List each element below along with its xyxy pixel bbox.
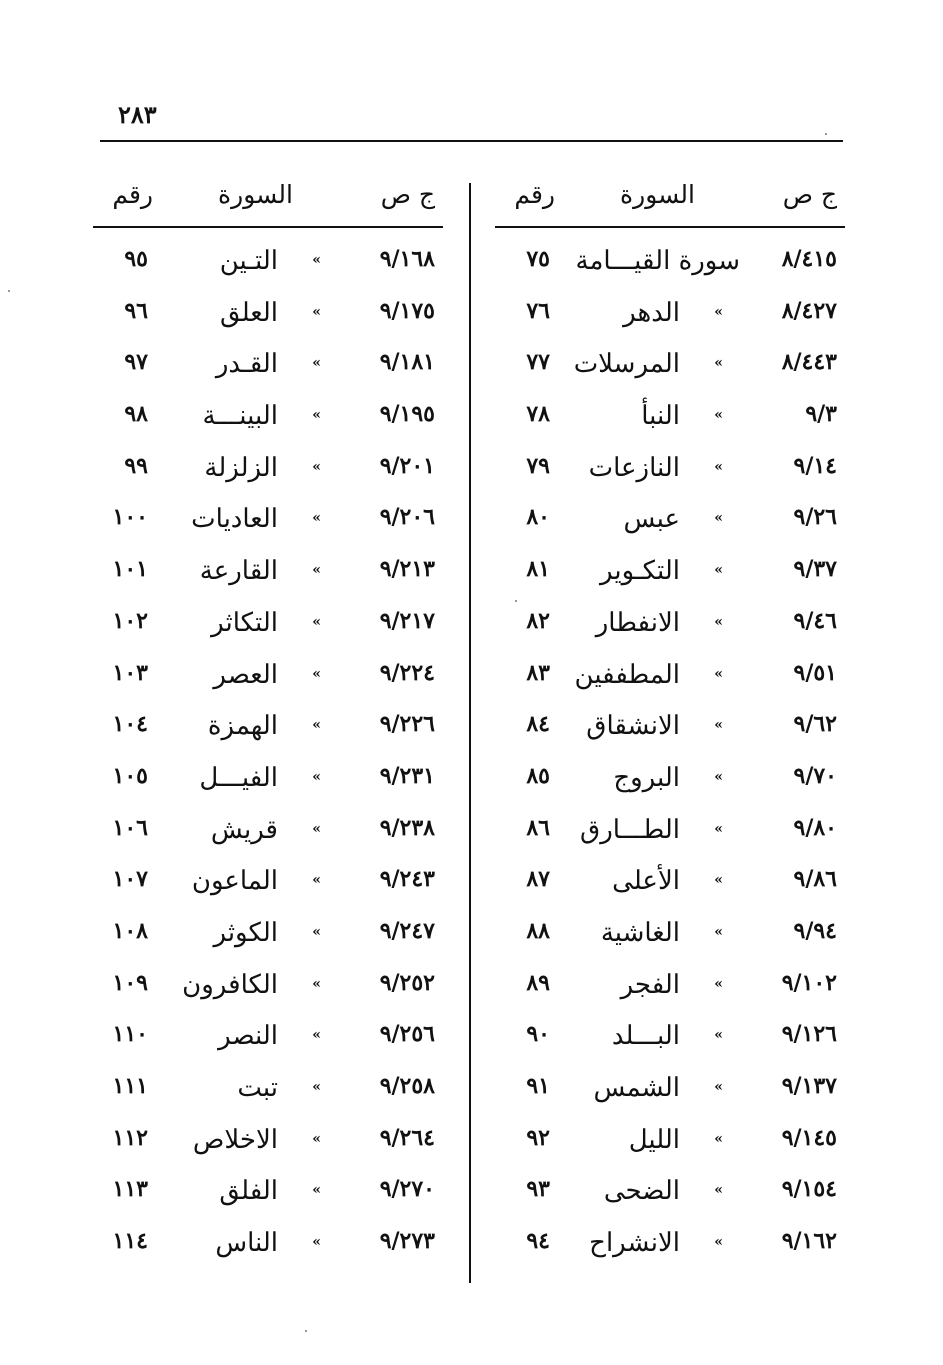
- sura-number: ٩١: [526, 1073, 550, 1099]
- page-ref: ٩/٢٥٦: [379, 1021, 435, 1048]
- ditto-mark: »: [312, 820, 321, 837]
- sura-number: ٨٥: [526, 762, 550, 789]
- ditto-mark: »: [714, 613, 723, 630]
- page-ref: ٩/١٣٧: [781, 1073, 837, 1099]
- page-ref: ٩/٢٣١: [379, 762, 435, 789]
- page-ref: ٩/٣٧: [793, 556, 837, 583]
- page-ref: ٩/٣: [805, 401, 837, 428]
- ditto-mark: »: [714, 1027, 723, 1044]
- sura-number: ٨٢: [526, 607, 550, 634]
- sura-number: ٨٤: [526, 711, 550, 738]
- sura-name: الدهر: [623, 297, 680, 328]
- sura-name: العصر: [213, 659, 278, 690]
- sura-name: العلق: [220, 297, 278, 328]
- table-row: [93, 393, 443, 445]
- scan-speck: [515, 600, 517, 602]
- sura-name: البـــلد: [611, 1021, 680, 1052]
- sura-name: الفلق: [219, 1176, 278, 1207]
- sura-name: الكوثر: [213, 917, 278, 948]
- ditto-mark: »: [714, 923, 723, 940]
- table-row: [495, 393, 845, 445]
- header-page: ج ص: [782, 180, 837, 209]
- sura-name: عبس: [623, 504, 680, 535]
- sura-number: ٧٩: [526, 452, 550, 479]
- table-row: [495, 600, 845, 652]
- table-row: [93, 1168, 443, 1220]
- ditto-mark: »: [312, 1234, 321, 1251]
- page-ref: ٩/٢٢٦: [379, 711, 435, 738]
- ditto-mark: »: [312, 975, 321, 992]
- sura-name: النصر: [218, 1021, 278, 1052]
- ditto-mark: »: [714, 820, 723, 837]
- sura-number: ١١٢: [112, 1124, 148, 1151]
- ditto-mark: »: [312, 768, 321, 785]
- sura-name: الفجر: [620, 969, 680, 1000]
- right-index-column: [495, 170, 845, 1272]
- ditto-mark: »: [312, 1182, 321, 1199]
- index-rows: [93, 238, 443, 1272]
- sura-name: القـدر: [215, 349, 278, 380]
- table-row: [495, 755, 845, 807]
- ditto-mark: »: [714, 768, 723, 785]
- sura-number: ٩٢: [526, 1124, 550, 1151]
- page-ref: ٩/٧٠: [793, 762, 837, 789]
- page-ref: ٩/٢٤٧: [379, 917, 435, 944]
- ditto-mark: »: [312, 1130, 321, 1147]
- sura-number: ٩٠: [526, 1021, 550, 1048]
- page-number: ٢٨٣: [118, 100, 157, 129]
- table-row: [93, 445, 443, 497]
- sura-name: التكـوير: [600, 556, 680, 587]
- table-row: [93, 238, 443, 290]
- sura-name: الطـــارق: [580, 814, 680, 845]
- table-row: [495, 858, 845, 910]
- table-row: [495, 910, 845, 962]
- page-ref: ٩/٢٥٨: [379, 1073, 435, 1099]
- scan-speck: [8, 290, 10, 292]
- ditto-mark: »: [312, 1027, 321, 1044]
- sura-number: ١٠٠: [112, 504, 148, 531]
- sura-name: النبأ: [641, 401, 680, 432]
- page-ref: ٩/٢٢٤: [379, 659, 435, 686]
- ditto-mark: »: [312, 458, 321, 475]
- table-row: [495, 290, 845, 342]
- ditto-mark: »: [312, 872, 321, 889]
- table-row: [93, 1013, 443, 1065]
- table-row: [495, 1117, 845, 1169]
- page-ref: ٩/١٧٥: [379, 297, 435, 324]
- sura-number: ٩٦: [124, 297, 148, 324]
- table-row: [495, 1013, 845, 1065]
- scan-speck: [825, 133, 827, 135]
- ditto-mark: »: [714, 1079, 723, 1095]
- sura-number: ٨٨: [526, 917, 550, 944]
- sura-number: ٧٧: [526, 349, 550, 376]
- sura-number: ٧٥: [526, 246, 550, 272]
- ditto-mark: »: [714, 407, 723, 424]
- sura-name: المرسلات: [573, 349, 680, 380]
- ditto-mark: »: [714, 872, 723, 889]
- sura-number: ٩٤: [526, 1228, 550, 1255]
- sura-number: ١١٣: [112, 1176, 148, 1203]
- sura-number: ١١٠: [112, 1021, 148, 1048]
- ditto-mark: »: [312, 407, 321, 424]
- sura-name: الانفطار: [595, 607, 680, 638]
- sura-number: ١٠١: [112, 556, 148, 583]
- table-row: [495, 962, 845, 1014]
- header-number: رقم: [514, 180, 555, 209]
- ditto-mark: »: [312, 562, 321, 579]
- sura-name: البروج: [613, 762, 680, 793]
- page-ref: ٩/٢٦: [793, 504, 837, 531]
- sura-number: ٩٩: [124, 452, 148, 479]
- page-ref: ٩/١٩٥: [379, 401, 435, 428]
- sura-number: ١٠٧: [112, 866, 148, 893]
- sura-number: ٨١: [526, 556, 550, 583]
- ditto-mark: »: [714, 562, 723, 579]
- sura-name: القارعة: [199, 556, 278, 587]
- sura-number: ٩٨: [124, 401, 148, 428]
- sura-number: ٨٠: [526, 504, 550, 531]
- table-row: [93, 755, 443, 807]
- table-row: [495, 548, 845, 600]
- page-ref: ٩/٢١٣: [379, 556, 435, 583]
- ditto-mark: »: [714, 1182, 723, 1199]
- page-ref: ٩/٩٤: [793, 917, 837, 944]
- ditto-mark: »: [312, 355, 321, 372]
- ditto-mark: »: [714, 665, 723, 682]
- ditto-mark: »: [714, 1234, 723, 1251]
- sura-name: المطففين: [574, 659, 680, 690]
- page-ref: ٩/١٥٤: [781, 1176, 837, 1203]
- page-ref: ٩/٢٠١: [379, 452, 435, 479]
- sura-name: الماعون: [191, 866, 278, 897]
- sura-name: الأعلى: [612, 866, 680, 897]
- ditto-mark: »: [312, 665, 321, 682]
- sura-number: ١١٤: [112, 1228, 148, 1255]
- table-row: [495, 445, 845, 497]
- sura-number: ٩٣: [526, 1176, 550, 1203]
- ditto-mark: »: [312, 303, 321, 320]
- sura-number: ٧٨: [526, 401, 550, 428]
- sura-name: الليل: [628, 1124, 680, 1155]
- page-ref: ٩/٢٤٣: [379, 866, 435, 893]
- ditto-mark: »: [714, 510, 723, 527]
- sura-number: ١١١: [112, 1073, 148, 1099]
- sura-number: ١٠٩: [112, 969, 148, 996]
- header-sura: السورة: [218, 180, 293, 209]
- sura-name: الهمزة: [207, 711, 278, 742]
- table-row: [93, 962, 443, 1014]
- sura-name: التـين: [219, 246, 278, 276]
- table-row: [93, 652, 443, 704]
- page-ref: ٩/٢٣٨: [379, 814, 435, 841]
- table-row: [93, 1220, 443, 1272]
- table-row: [495, 496, 845, 548]
- sura-number: ٨٣: [526, 659, 550, 686]
- ditto-mark: »: [714, 1130, 723, 1147]
- sura-number: ١٠٢: [112, 607, 148, 634]
- ditto-mark: »: [312, 717, 321, 734]
- table-row: [93, 496, 443, 548]
- page-ref: ٨/٤٤٣: [781, 349, 837, 376]
- page-ref: ٩/١٤٥: [781, 1124, 837, 1151]
- page-ref: ٩/٨٦: [793, 866, 837, 893]
- page-ref: ٩/٢٥٢: [379, 969, 435, 996]
- ditto-mark: »: [312, 1079, 321, 1095]
- table-row: [93, 290, 443, 342]
- sura-name: الفيـــل: [199, 762, 278, 793]
- column-divider: [469, 183, 471, 1283]
- table-row: [93, 341, 443, 393]
- sura-name: الانشراح: [589, 1228, 680, 1259]
- ditto-mark: »: [312, 252, 321, 268]
- page-ref: ٩/١٠٢: [781, 969, 837, 996]
- page-ref: ٩/٤٦: [793, 607, 837, 634]
- table-row: [93, 548, 443, 600]
- header-page: ج ص: [380, 180, 435, 209]
- sura-number: ٨٩: [526, 969, 550, 996]
- scan-speck: [305, 1330, 307, 1332]
- ditto-mark: »: [714, 717, 723, 734]
- sura-name: الكافرون: [182, 969, 278, 1000]
- page-ref: ٩/٢٧٣: [379, 1228, 435, 1255]
- table-row: [495, 1168, 845, 1220]
- header-number: رقم: [112, 180, 153, 209]
- ditto-mark: »: [714, 975, 723, 992]
- page-ref: ٩/١٨١: [379, 349, 435, 376]
- table-row: [495, 1220, 845, 1272]
- sura-number: ١٠٨: [112, 917, 148, 944]
- table-row: [93, 1065, 443, 1117]
- table-row: [495, 807, 845, 859]
- page-ref: ٩/١٦٢: [781, 1228, 837, 1255]
- page-ref: ٨/٤١٥: [781, 246, 837, 272]
- table-row: [93, 910, 443, 962]
- page-ref: ٩/٢٧٠: [379, 1176, 435, 1203]
- page-ref: ٩/٨٠: [793, 814, 837, 841]
- ditto-mark: »: [714, 458, 723, 475]
- sura-name: الناس: [215, 1228, 278, 1259]
- sura-number: ١٠٤: [112, 711, 148, 738]
- table-row: [93, 858, 443, 910]
- table-row: [495, 652, 845, 704]
- sura-number: ٨٧: [526, 866, 550, 893]
- sura-number: ٧٦: [526, 297, 550, 324]
- ditto-mark: »: [312, 613, 321, 630]
- table-row: [495, 238, 845, 290]
- sura-name: قريش: [210, 814, 278, 845]
- page-ref: ٩/٢٠٦: [379, 504, 435, 531]
- sura-number: ٩٥: [124, 246, 148, 272]
- sura-name: البينـــة: [202, 401, 278, 432]
- sura-name: الزلزلة: [204, 452, 278, 483]
- table-row: [93, 1117, 443, 1169]
- sura-name: الضحى: [603, 1176, 680, 1207]
- header-sura: السورة: [620, 180, 695, 209]
- page-ref: ٩/١٢٦: [781, 1021, 837, 1048]
- sura-number: ٩٧: [124, 349, 148, 376]
- sura-name: الغاشية: [600, 917, 680, 948]
- page-ref: ٩/٥١: [793, 659, 837, 686]
- sura-name: الاخلاص: [192, 1124, 278, 1155]
- sura-number: ١٠٥: [112, 762, 148, 789]
- table-row: [93, 600, 443, 652]
- ditto-mark: »: [312, 510, 321, 527]
- table-row: [93, 703, 443, 755]
- column-header: [495, 170, 845, 228]
- sura-name: سورة القيـــامة: [575, 246, 740, 276]
- sura-name: تبت: [237, 1073, 278, 1103]
- sura-name: الانشقاق: [586, 711, 680, 742]
- sura-name: النازعات: [588, 452, 680, 483]
- table-row: [495, 1065, 845, 1117]
- page-ref: ٩/١٤: [793, 452, 837, 479]
- ditto-mark: »: [714, 303, 723, 320]
- table-row: [495, 703, 845, 755]
- sura-name: العاديات: [191, 504, 278, 535]
- index-rows: [495, 238, 845, 1272]
- page-ref: ٩/١٦٨: [379, 246, 435, 272]
- ditto-mark: »: [714, 355, 723, 372]
- page-ref: ٨/٤٢٧: [781, 297, 837, 324]
- table-row: [495, 341, 845, 393]
- top-rule: [100, 140, 843, 142]
- column-header: [93, 170, 443, 228]
- page-ref: ٩/٢١٧: [379, 607, 435, 634]
- page-ref: ٩/٢٦٤: [379, 1124, 435, 1151]
- ditto-mark: »: [312, 923, 321, 940]
- sura-number: ١٠٣: [112, 659, 148, 686]
- sura-name: الشمس: [593, 1073, 680, 1103]
- sura-number: ١٠٦: [112, 814, 148, 841]
- sura-name: التكاثر: [211, 607, 278, 638]
- left-index-column: [93, 170, 443, 1272]
- page-ref: ٩/٦٢: [793, 711, 837, 738]
- sura-number: ٨٦: [526, 814, 550, 841]
- table-row: [93, 807, 443, 859]
